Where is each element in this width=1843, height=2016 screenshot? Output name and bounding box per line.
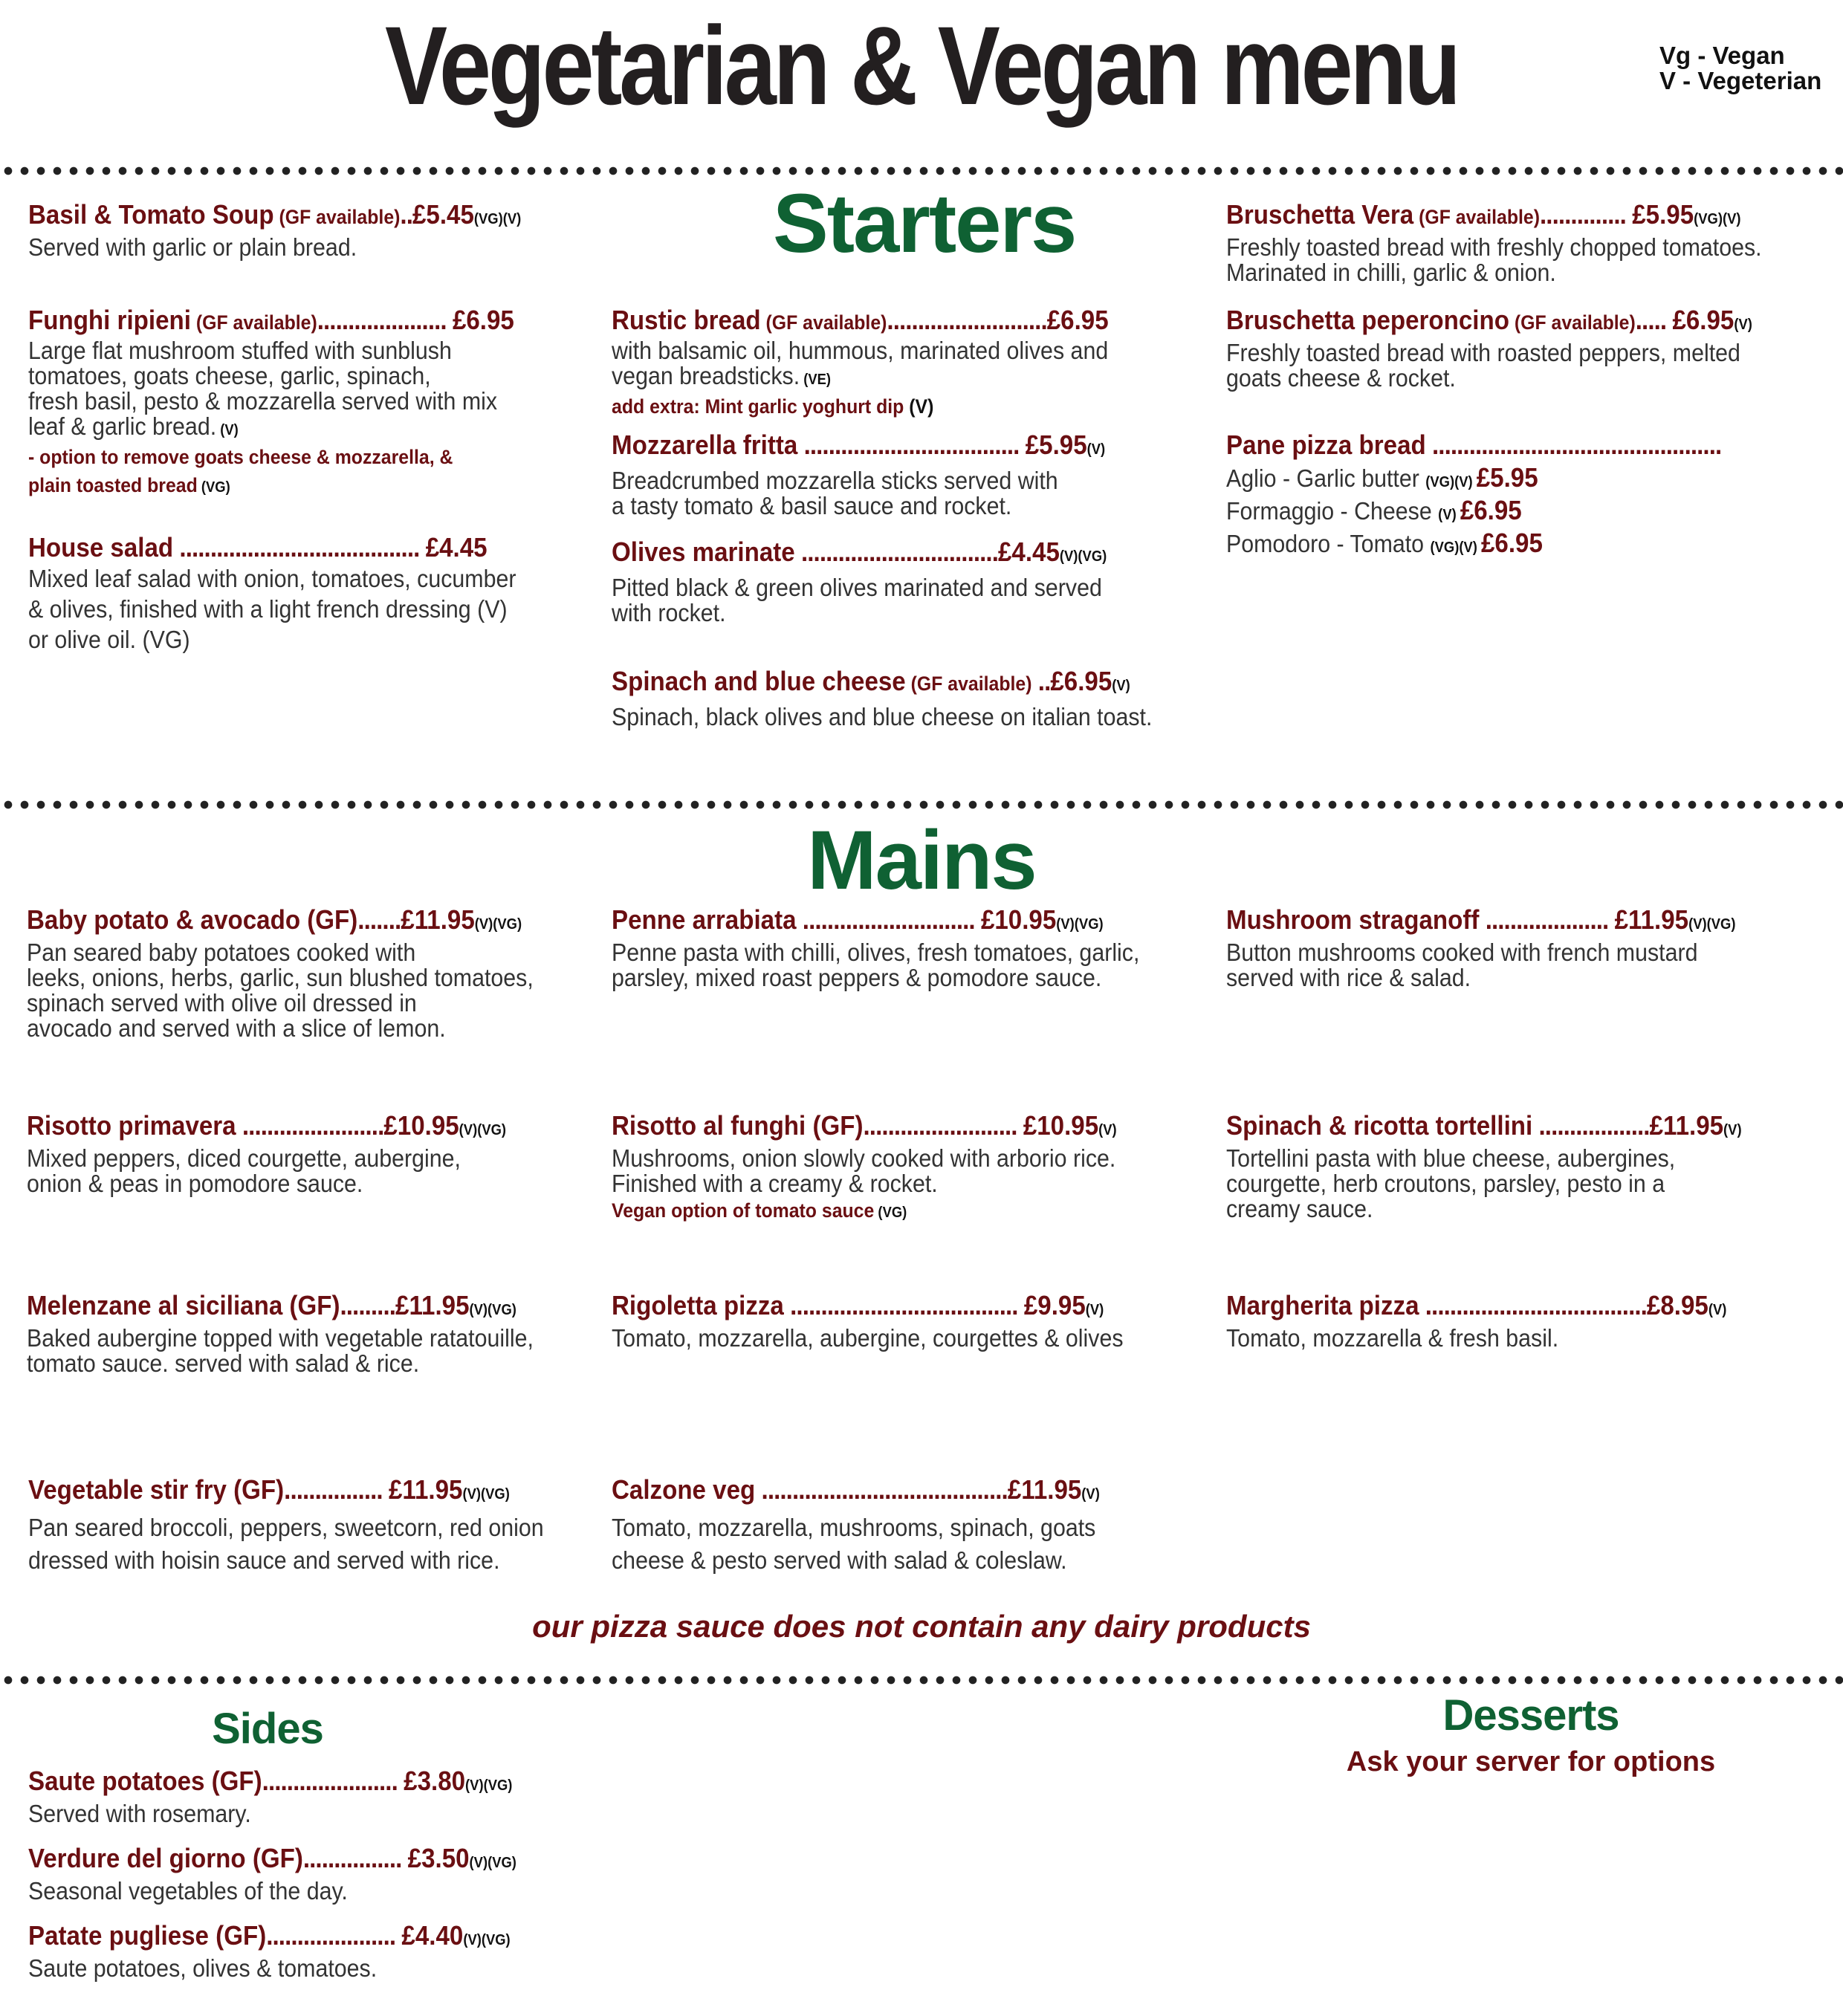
page-title: Vegetarian & Vegan menu <box>385 3 1458 128</box>
item-title: Rustic bread (GF available)..........................£6.95 <box>612 305 1109 335</box>
main-risotto-primavera <box>27 1110 606 1196</box>
main-vegetable-stir-fry <box>28 1474 608 1577</box>
item-title: Saute potatoes (GF)...................... £3.80(V)(VG) <box>28 1766 513 1796</box>
divider-top <box>0 166 1843 175</box>
pane-option-pomodoro: Pomodoro - Tomato (VG)(V) £6.95 <box>1226 528 1543 558</box>
main-mushroom-straganoff <box>1226 904 1806 991</box>
dairy-notice: our pizza sauce does not contain any dairy products <box>532 1609 1311 1644</box>
side-patate-pugliese <box>28 1920 608 1981</box>
item-description: Baked aubergine topped with vegetable ratatouille, tomato sauce. served with salad & rice. <box>27 1324 534 1377</box>
desserts-subtitle: Ask your server for options <box>1346 1746 1716 1777</box>
item-title: Rigoletta pizza ..................................... £9.95(V) <box>612 1290 1104 1320</box>
item-description: Freshly toasted bread with freshly chopped tomatoes. Marinated in chilli, garlic & onion. <box>1226 233 1762 286</box>
item-title: Spinach and blue cheese (GF available) ..£6.95(V) <box>612 666 1130 696</box>
item-description: Served with rosemary. <box>28 1800 251 1827</box>
item-description: Seasonal vegetables of the day. <box>28 1877 348 1905</box>
item-title: Calzone veg ........................................£11.95(V) <box>612 1474 1100 1505</box>
item-description: Freshly toasted bread with roasted peppers, melted goats cheese & rocket. <box>1226 339 1740 392</box>
item-title: Penne arrabiata ............................ £10.95(V)(VG) <box>612 904 1104 935</box>
pane-option-aglio: Aglio - Garlic butter (VG)(V) £5.95 <box>1226 462 1538 493</box>
item-title: Mozzarella fritta ................................... £5.95(V) <box>612 430 1106 460</box>
desserts-heading: Desserts <box>1442 1691 1619 1740</box>
item-description: Mushrooms, onion slowly cooked with arborio rice. Finished with a creamy & rocket. <box>612 1144 1116 1197</box>
starter-funghi-ripieni <box>28 305 608 502</box>
item-title: Bruschetta peperoncino (GF available)..... £6.95(V) <box>1226 305 1752 335</box>
divider-mains <box>0 800 1843 809</box>
item-description: Saute potatoes, olives & tomatoes. <box>28 1954 378 1982</box>
starter-house-salad <box>28 532 608 655</box>
main-melenzane-siciliana <box>27 1290 606 1376</box>
item-option: Vegan option of tomato sauce (VG) <box>612 1199 907 1222</box>
item-title: Basil & Tomato Soup (GF available)..£5.45(VG)(V) <box>28 199 522 230</box>
dietary-legend <box>1659 43 1821 94</box>
starter-olives-marinate <box>612 537 1191 626</box>
item-description: Tomato, mozzarella, aubergine, courgettes & olives <box>612 1324 1124 1352</box>
starter-mozzarella-fritta <box>612 430 1191 519</box>
main-risotto-al-funghi <box>612 1110 1191 1227</box>
side-saute-potatoes <box>28 1766 608 1827</box>
main-baby-potato-avocado <box>27 904 606 1041</box>
item-title: Pane pizza bread ............................................... <box>1226 430 1722 460</box>
item-description: Pan seared broccoli, peppers, sweetcorn, red onion dressed with hoisin sauce and served with rice. <box>28 1514 544 1574</box>
starter-bruschetta-vera <box>1226 199 1806 285</box>
item-description: Tomato, mozzarella, mushrooms, spinach, goats cheese & pesto served with salad & coleslaw. <box>612 1514 1096 1574</box>
item-description: Button mushrooms cooked with french mustard served with rice & salad. <box>1226 939 1698 991</box>
item-title: Baby potato & avocado (GF).......£11.95(V)(VG) <box>27 904 522 935</box>
pane-options <box>1226 464 1806 562</box>
side-verdure-del-giorno <box>28 1843 608 1904</box>
starter-spinach-blue-cheese <box>612 666 1191 730</box>
main-rigoletta-pizza <box>612 1290 1191 1351</box>
item-description: Tortellini pasta with blue cheese, aubergines, courgette, herb croutons, parsley, pesto in a creamy sauce. <box>1226 1144 1676 1222</box>
item-title: Risotto al funghi (GF)......................... £10.95(V) <box>612 1110 1117 1141</box>
item-description: Served with garlic or plain bread. <box>28 233 357 261</box>
main-penne-arrabiata <box>612 904 1191 991</box>
item-title: Bruschetta Vera (GF available).............. £5.95(VG)(V) <box>1226 199 1741 230</box>
item-title: Margherita pizza ....................................£8.95(V) <box>1226 1290 1727 1320</box>
item-description: Mixed peppers, diced courgette, aubergine, onion & peas in pomodore sauce. <box>27 1144 461 1197</box>
mains-heading: Mains <box>807 814 1036 907</box>
item-title: Melenzane al siciliana (GF).........£11.95(V)(VG) <box>27 1290 516 1320</box>
pane-option-formaggio: Formaggio - Cheese (V) £6.95 <box>1226 495 1522 525</box>
item-description: with balsamic oil, hummous, marinated olives and vegan breadsticks. (VE) <box>612 337 1109 389</box>
item-description: Breadcrumbed mozzarella sticks served with a tasty tomato & basil sauce and rocket. <box>612 467 1058 519</box>
item-title: Verdure del giorno (GF)................ £3.50(V)(VG) <box>28 1843 516 1873</box>
starter-bruschetta-peperoncino <box>1226 305 1806 391</box>
item-title: Funghi ripieni (GF available)..................... £6.95 <box>28 305 514 335</box>
legend-vegetarian: V - Vegeterian <box>1659 67 1822 94</box>
legend-vegan: Vg - Vegan <box>1659 42 1785 69</box>
item-title: House salad ....................................... £4.45 <box>28 532 488 563</box>
item-option: add extra: Mint garlic yoghurt dip (V) <box>612 395 934 418</box>
starters-heading: Starters <box>773 177 1076 270</box>
item-title: Risotto primavera .......................£10.95(V)(VG) <box>27 1110 507 1141</box>
main-margherita-pizza <box>1226 1290 1806 1351</box>
divider-sides <box>0 1676 1843 1685</box>
item-description: Spinach, black olives and blue cheese on italian toast. <box>612 703 1153 730</box>
item-description: Mixed leaf salad with onion, tomatoes, cucumber & olives, finished with a light french dressing (V) or olive oil. (VG) <box>28 565 516 653</box>
starter-basil-tomato-soup <box>28 199 608 260</box>
item-description: Large flat mushroom stuffed with sunblush tomatoes, goats cheese, garlic, spinach, fresh basil, pesto & mozzarella served with mix leaf & garlic bread. (V) <box>28 337 498 440</box>
item-description: Pitted black & green olives marinated and served with rocket. <box>612 574 1102 626</box>
main-calzone-veg <box>612 1474 1191 1577</box>
item-description: Pan seared baby potatoes cooked with leeks, onions, herbs, garlic, sun blushed tomatoes, spinach served with olive oil dressed in avocado and served with a slice of lemon. <box>27 939 534 1042</box>
starter-pane-pizza-bread <box>1226 430 1806 562</box>
item-title: Vegetable stir fry (GF)................ £11.95(V)(VG) <box>28 1474 510 1505</box>
item-title: Patate pugliese (GF)..................... £4.40(V)(VG) <box>28 1920 511 1951</box>
main-spinach-ricotta-tortellini <box>1226 1110 1806 1222</box>
starter-rustic-bread <box>612 305 1191 421</box>
item-description: Tomato, mozzarella & fresh basil. <box>1226 1324 1559 1352</box>
item-option: - option to remove goats cheese & mozzarella, & plain toasted bread (VG) <box>28 446 453 496</box>
item-description: Penne pasta with chilli, olives, fresh tomatoes, garlic, parsley, mixed roast peppers & pomodore sauce. <box>612 939 1140 991</box>
sides-heading: Sides <box>212 1705 323 1753</box>
item-title: Spinach & ricotta tortellini ..................£11.95(V) <box>1226 1110 1742 1141</box>
item-title: Olives marinate ................................£4.45(V)(VG) <box>612 537 1107 567</box>
item-title: Mushroom straganoff .................... £11.95(V)(VG) <box>1226 904 1736 935</box>
